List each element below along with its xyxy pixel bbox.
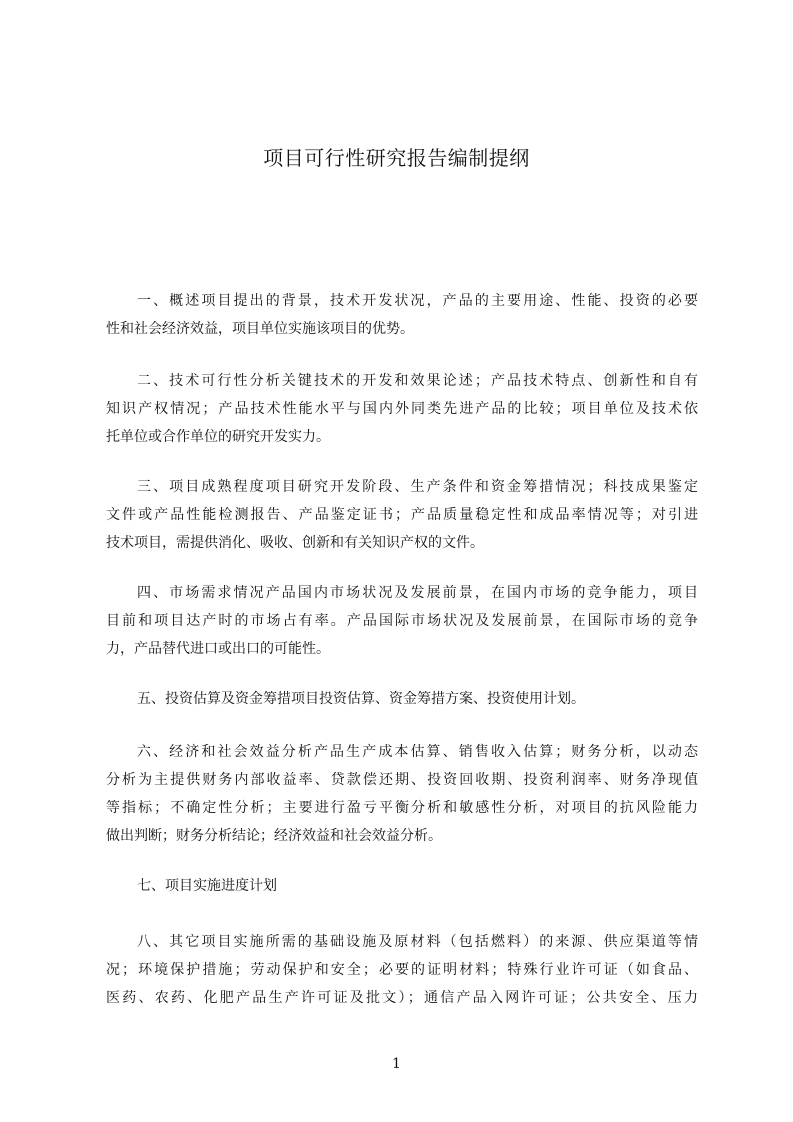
section-8-line-1: 八、其它项目实施所需的基础设施及原材料（包括燃料）的来源、供应渠道等情 bbox=[137, 934, 698, 950]
section-2-line-1: 二、技术可行性分析关键技术的开发和效果论述；产品技术特点、创新性和自有 bbox=[137, 373, 698, 389]
section-6-line-2: 分析为主提供财务内部收益率、贷款偿还期、投资回收期、投资利润率、财务净现值 bbox=[106, 772, 698, 788]
section-8-line-2: 况；环境保护措施；劳动保护和安全；必要的证明材料；特殊行业许可证（如食品、 bbox=[106, 962, 698, 978]
section-6-paragraph bbox=[106, 738, 698, 850]
section-7-paragraph bbox=[106, 872, 698, 900]
section-3-line-1: 三、项目成熟程度项目研究开发阶段、生产条件和资金筹措情况；科技成果鉴定 bbox=[137, 479, 698, 495]
section-8-line-3: 医药、农药、化肥产品生产许可证及批文）；通信产品入网许可证；公共安全、压力 bbox=[106, 990, 698, 1006]
section-7-line-1: 七、项目实施进度计划 bbox=[137, 878, 277, 894]
section-2-line-3: 托单位或合作单位的研究开发实力。 bbox=[106, 429, 330, 445]
section-6-line-1: 六、经济和社会效益分析产品生产成本估算、销售收入估算；财务分析，以动态 bbox=[137, 744, 698, 760]
section-2-paragraph bbox=[106, 367, 698, 451]
section-5-paragraph bbox=[106, 685, 698, 713]
section-1-line-2: 性和社会经济效益，项目单位实施该项目的优势。 bbox=[106, 321, 414, 337]
section-4-line-2: 目前和项目达产时的市场占有率。产品国际市场状况及发展前景，在国际市场的竞争 bbox=[106, 613, 698, 629]
section-5-line-1: 五、投资估算及资金筹措项目投资估算、资金筹措方案、投资使用计划。 bbox=[137, 691, 585, 707]
section-3-line-2: 文件或产品性能检测报告、产品鉴定证书；产品质量稳定性和成品率情况等；对引进 bbox=[106, 507, 698, 523]
section-3-paragraph bbox=[106, 473, 698, 557]
section-4-paragraph bbox=[106, 579, 698, 663]
section-4-line-1: 四、市场需求情况产品国内市场状况及发展前景，在国内市场的竞争能力，项目 bbox=[137, 585, 698, 601]
section-2-line-2: 知识产权情况；产品技术性能水平与国内外同类先进产品的比较；项目单位及技术依 bbox=[106, 401, 698, 417]
section-3-line-3: 技术项目，需提供消化、吸收、创新和有关知识产权的文件。 bbox=[106, 535, 484, 551]
page-number: 1 bbox=[392, 1056, 401, 1072]
section-8-paragraph bbox=[106, 928, 698, 1012]
section-1-line-1: 一、概述项目提出的背景，技术开发状况，产品的主要用途、性能、投资的必要 bbox=[137, 293, 698, 309]
document-title: 项目可行性研究报告编制提纲 bbox=[263, 146, 530, 170]
section-4-line-3: 力，产品替代进口或出口的可能性。 bbox=[106, 641, 330, 657]
section-6-line-4: 做出判断；财务分析结论；经济效益和社会效益分析。 bbox=[106, 828, 442, 844]
section-6-line-3: 等指标；不确定性分析；主要进行盈亏平衡分析和敏感性分析，对项目的抗风险能力 bbox=[106, 800, 698, 816]
section-1-paragraph bbox=[106, 287, 698, 343]
